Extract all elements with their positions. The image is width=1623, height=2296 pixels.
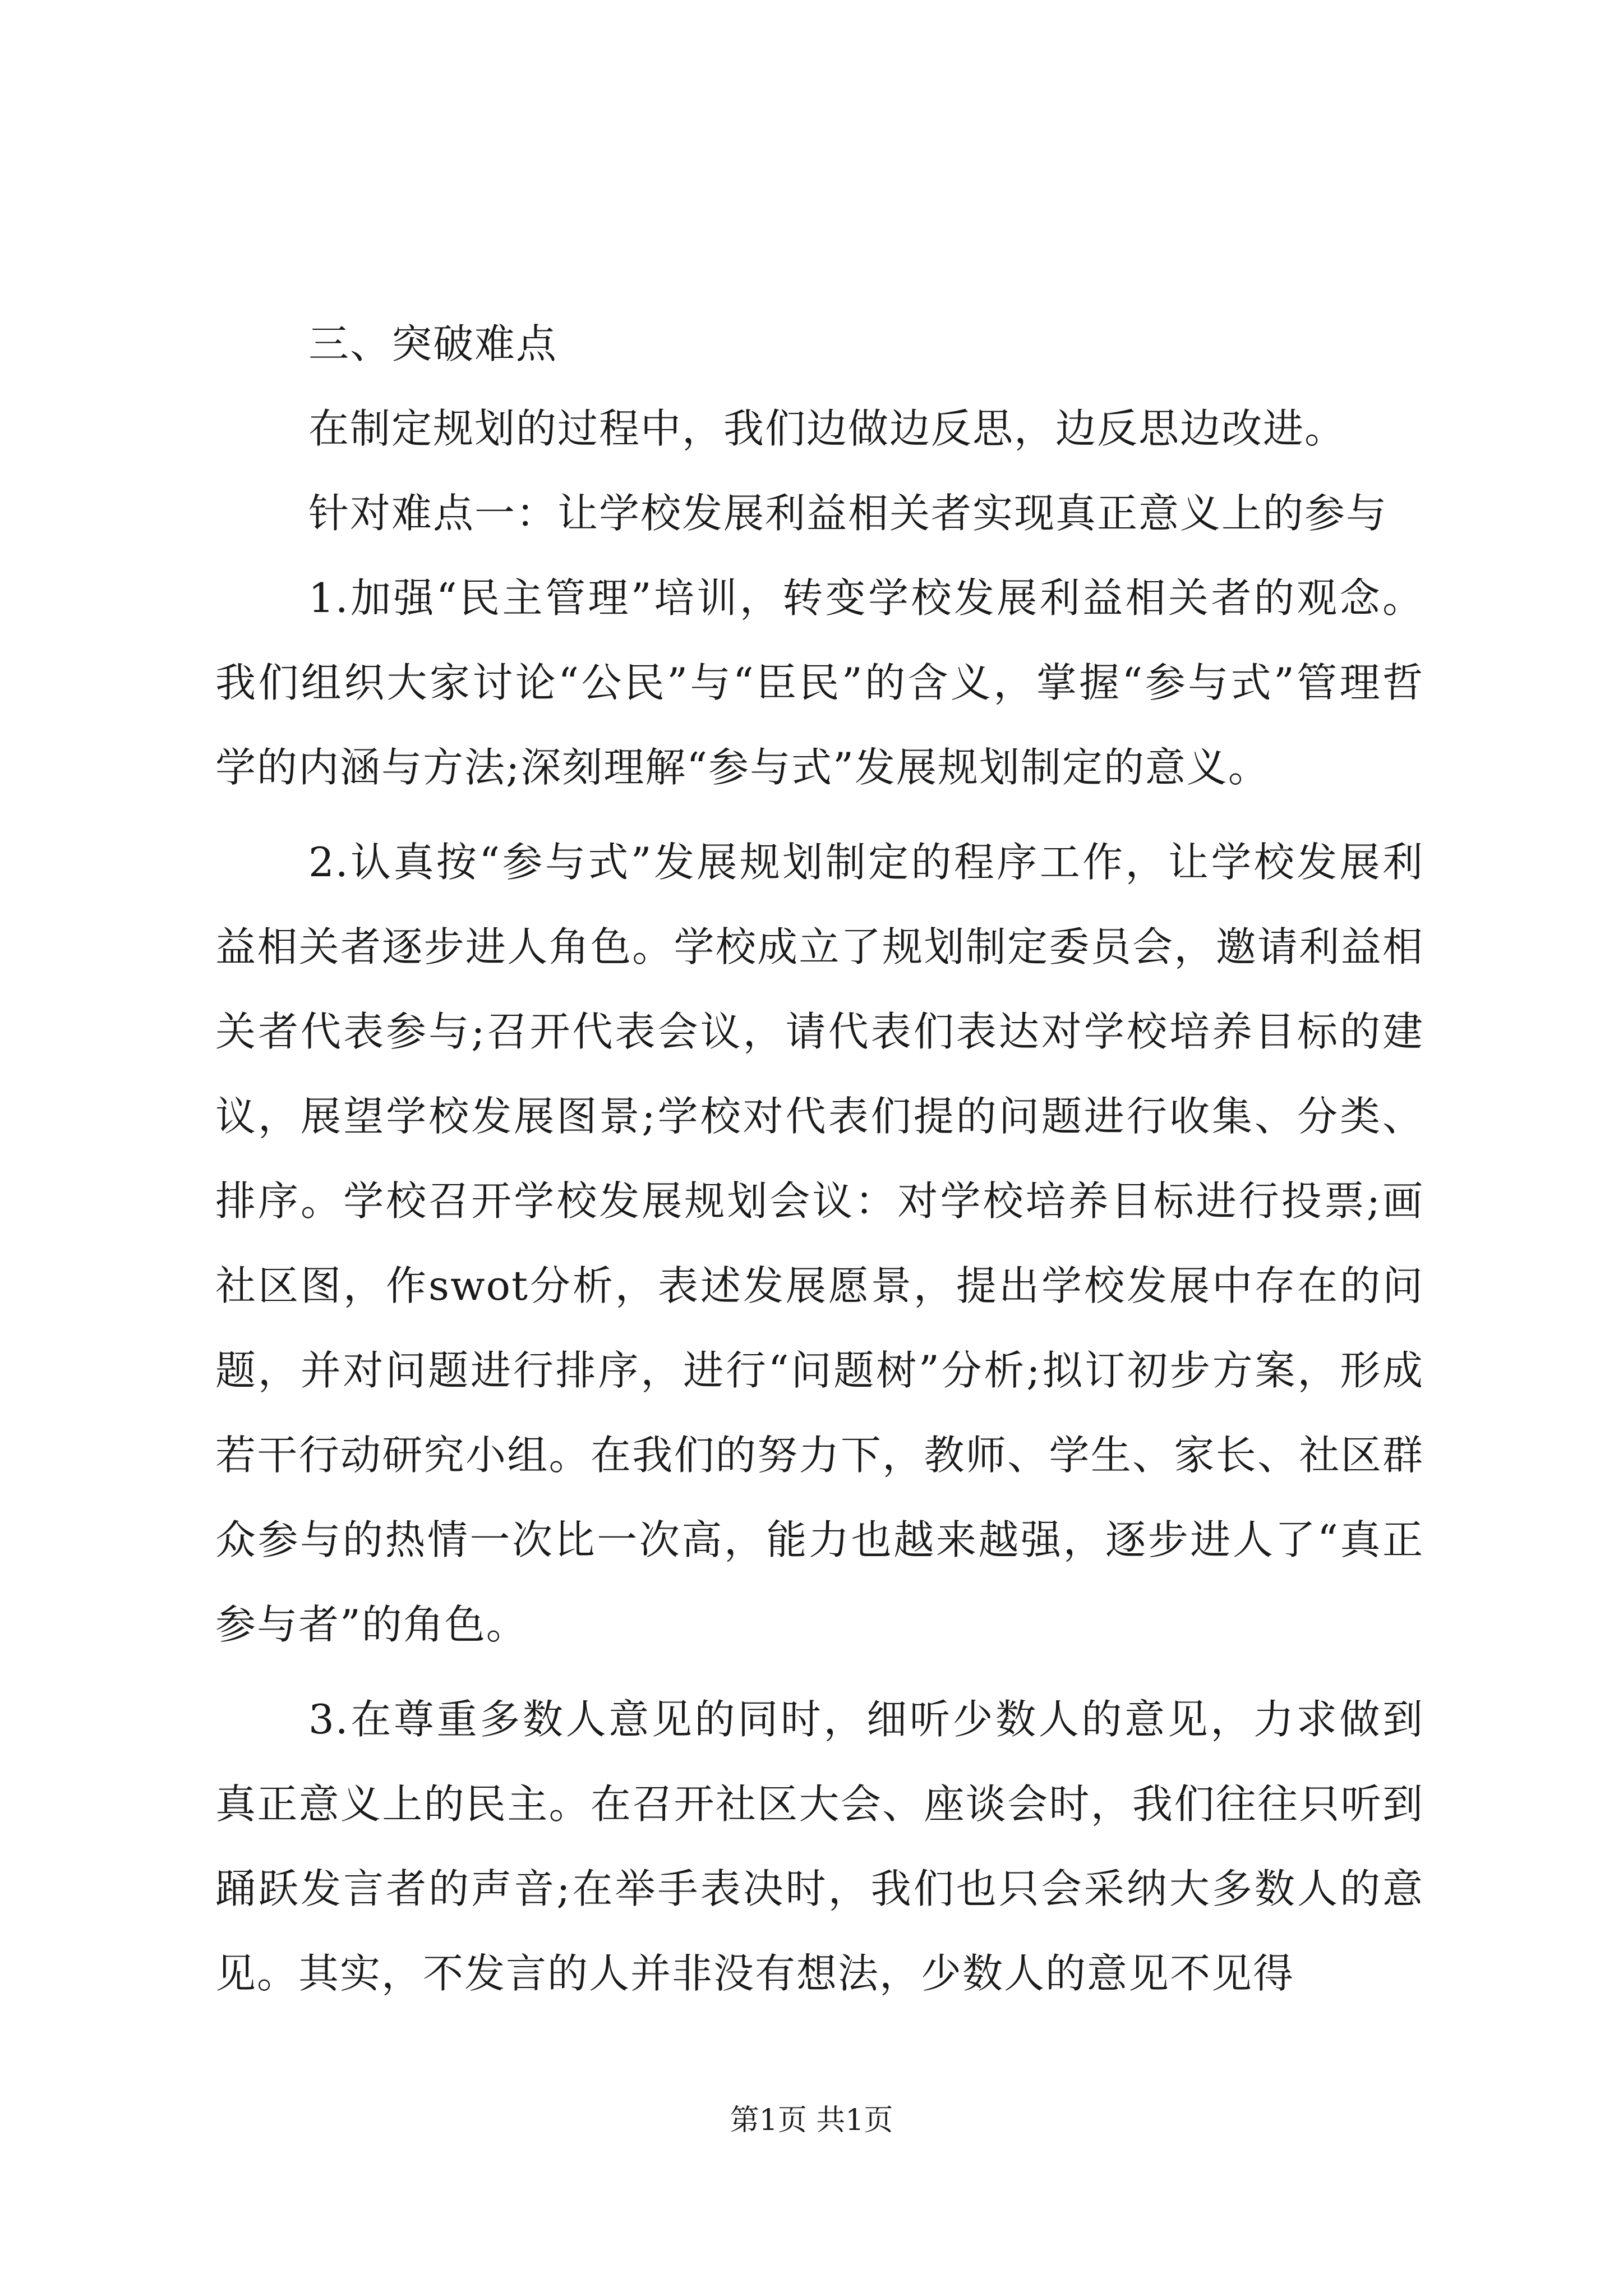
paragraph-1: 1.加强“民主管理”培训，转变学校发展利益相关者的观念。我们组织大家讨论“公民”与“臣民”的含义，掌握“参与式”管理哲学的内涵与方法;深刻理解“参与式”发展规划制定的意义。 xyxy=(215,574,1424,791)
page-footer: 第1页 共1页 xyxy=(730,2104,893,2137)
paragraph-3: 3.在尊重多数人意见的同时，细听少数人的意见，力求做到真正意义上的民主。在召开社区大会、座谈会时，我们往往只听到踊跃发言者的声音;在举手表决时，我们也只会采纳大多数人的意见。其实，不发言的人并非没有想法，少数人的意见不见得 xyxy=(215,1696,1424,1997)
paragraph-2: 2.认真按“参与式”发展规划制定的程序工作，让学校发展利益相关者逐步进人角色。学校成立了规划制定委员会，邀请利益相关者代表参与;召开代表会议，请代表们表达对学校培养目标的建议，展望学校发展图景;学校对代表们提的问题进行收集、分类、排序。学校召开学校发展规划会议：对学校培养目标进行投票;画社区图，作swot分析，表述发展愿景，提出学校发展中存在的问题，并对问题进行排序，进行“问题树”分析;拟订初步方案，形成若干行动研究小组。在我们的努力下，教师、学生、家长、社区群众参与的热情一次比一次高，能力也越来越强，逐步进人了“真正参与者”的角色。 xyxy=(215,839,1424,1648)
document-body xyxy=(215,302,1424,2016)
intro-paragraph: 在制定规划的过程中，我们边做边反思，边反思边改进。 xyxy=(308,405,1347,452)
section-heading: 三、突破难点 xyxy=(308,320,558,367)
subheading-paragraph: 针对难点一：让学校发展利益相关者实现真正意义上的参与 xyxy=(308,490,1388,537)
